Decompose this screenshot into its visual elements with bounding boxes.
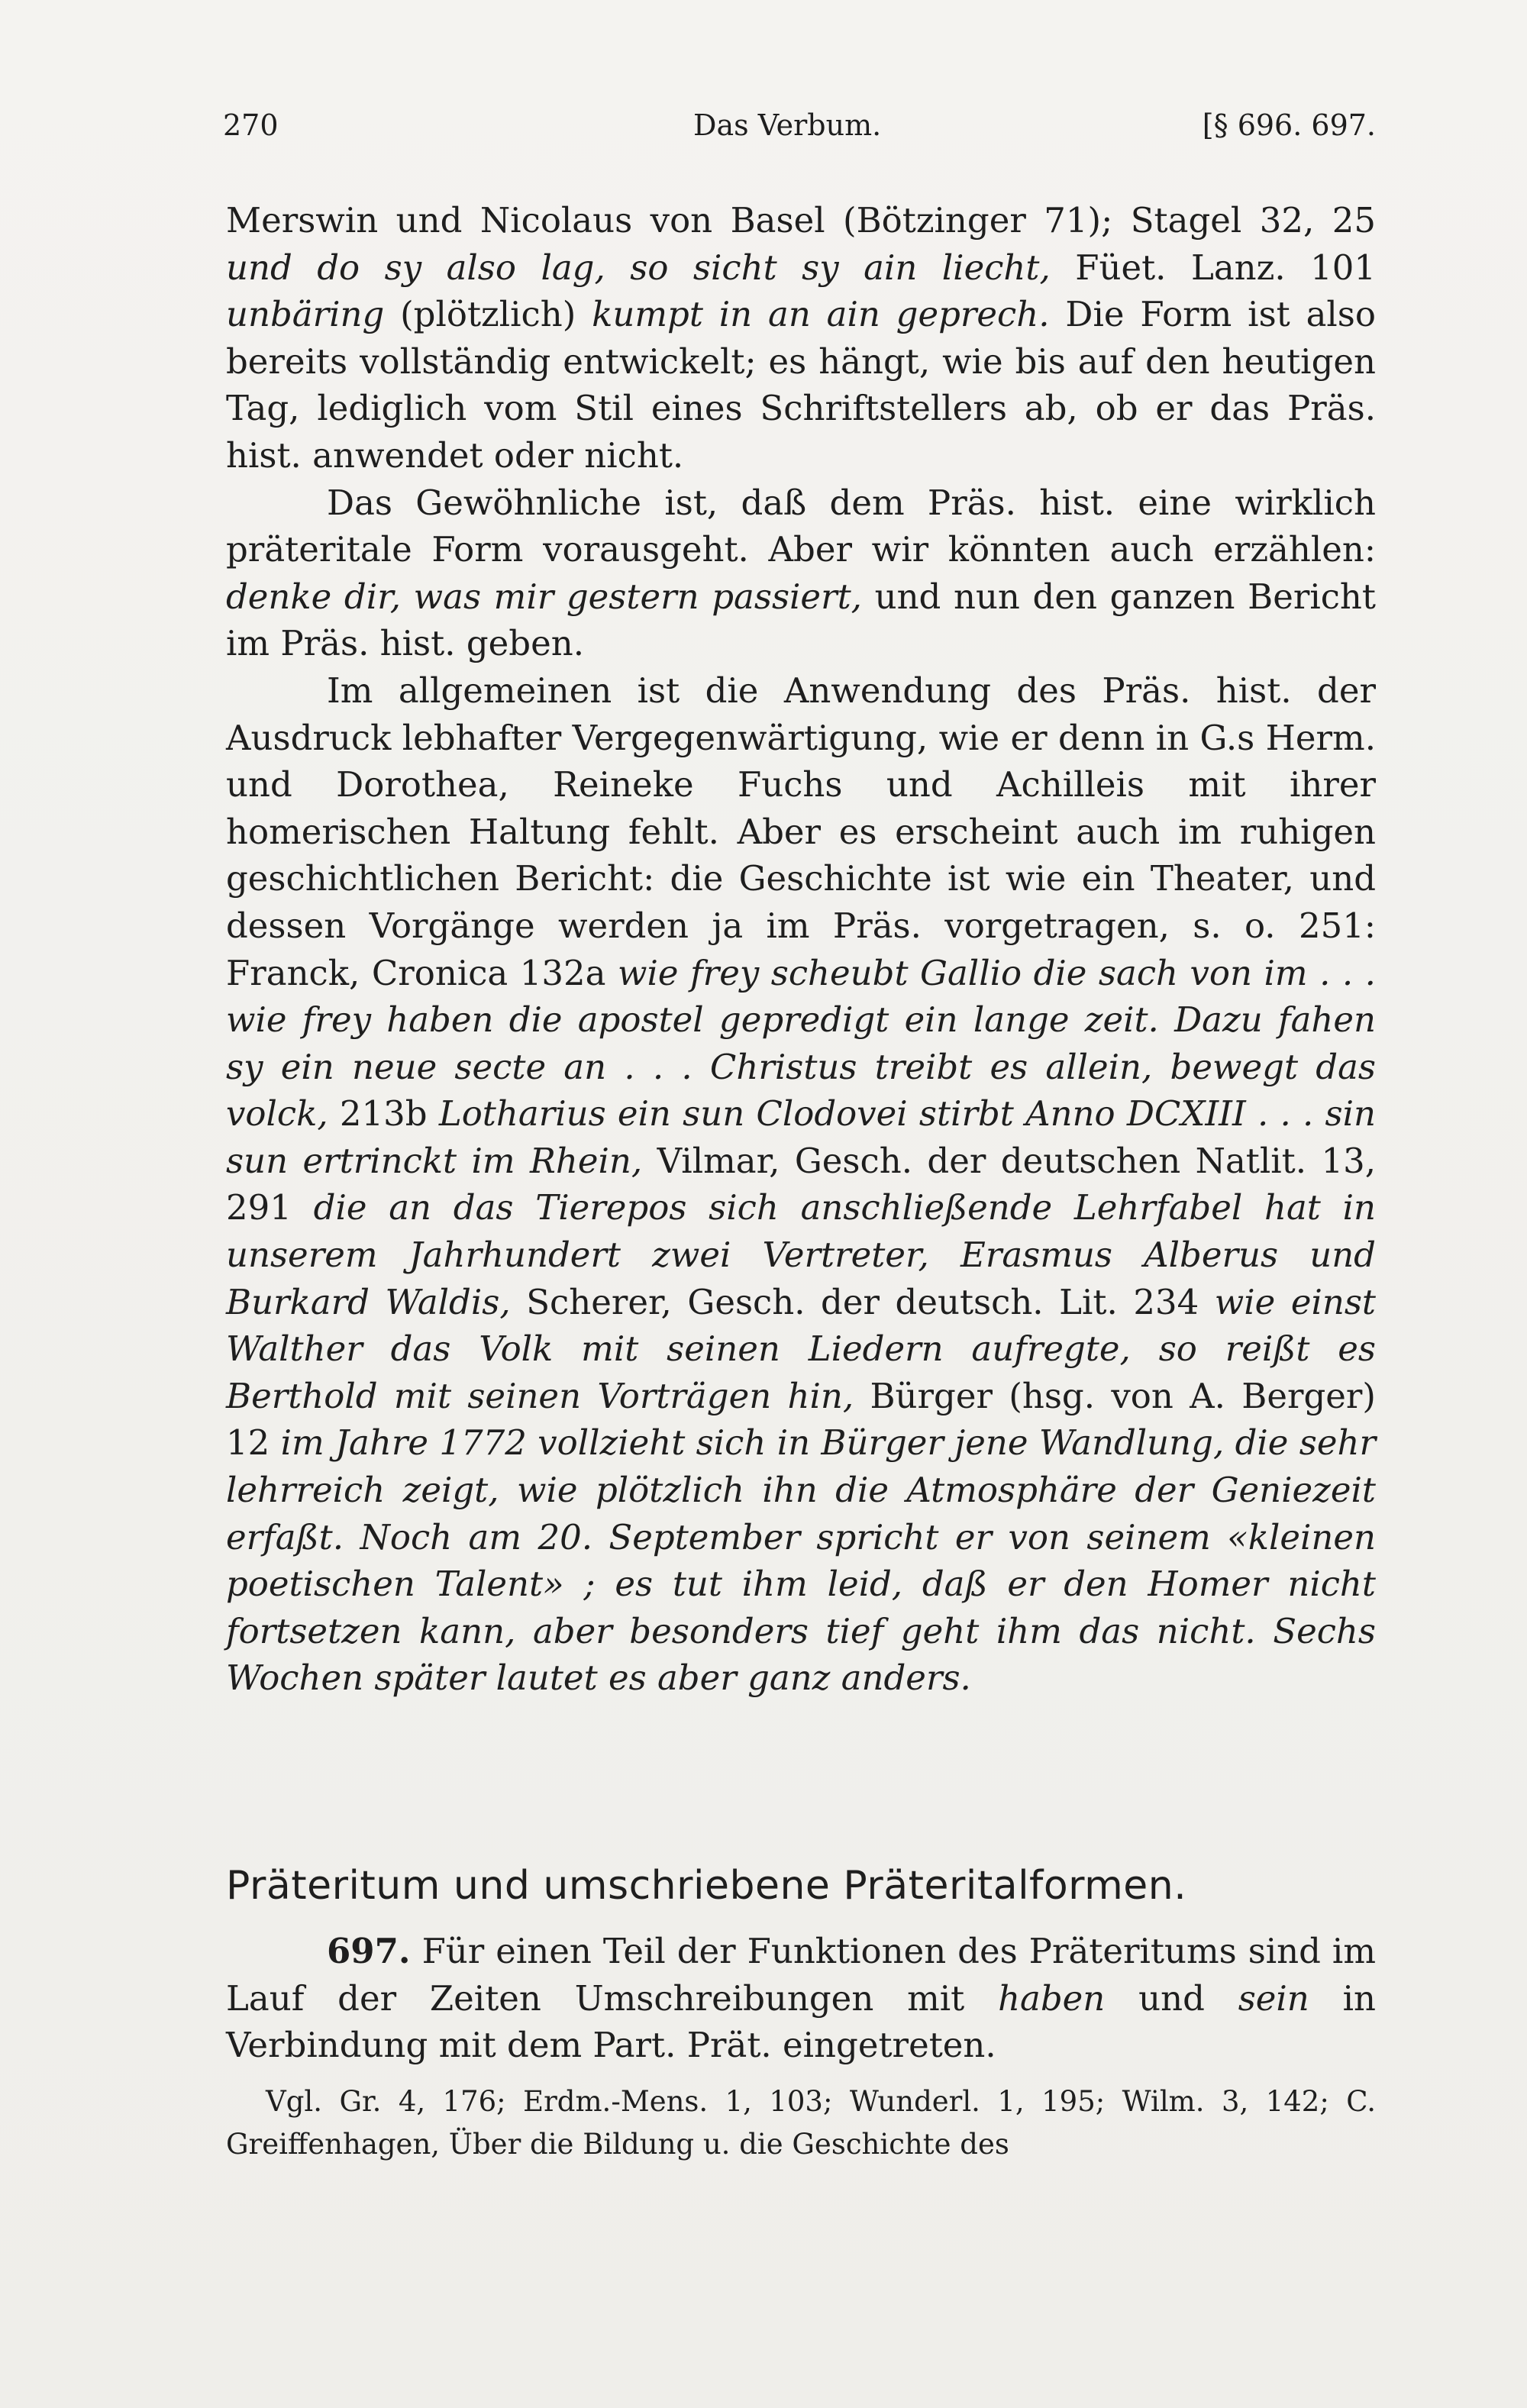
quote-run: unbäring: [226, 294, 385, 335]
running-header: [223, 108, 1376, 154]
reference-text: Vgl. Gr. 4, 176; Erdm.-Mens. 1, 103; Wunderl. 1, 195; Wilm. 3, 142; C. Greiffenhagen, Über die Bildung u. die Geschichte des: [226, 2085, 1376, 2161]
quote-run: haben: [998, 1977, 1106, 2019]
quote-run: kumpt in an ain geprech.: [592, 294, 1050, 335]
quote-run: wie einst Walther das Volk mit seinen Liedern aufregte, so reißt es Berthold mit seinen Vorträgen hin,: [226, 1281, 1376, 1416]
paragraph-2: [226, 479, 1376, 667]
quote-run: denke dir, was mir gestern passiert,: [226, 576, 862, 617]
text-run: und: [1105, 1977, 1238, 2019]
text-run: Bürger (hsg. von A. Berger) 12: [226, 1375, 1376, 1464]
quote-run: und do sy also lag, so sicht sy ain liecht,: [226, 247, 1051, 288]
text-run: 213b: [328, 1093, 439, 1135]
paragraph-3: [226, 667, 1376, 1702]
text-run: und nun den ganzen Bericht im Präs. hist. geben.: [226, 576, 1376, 664]
text-run: Scherer, Gesch. der deutsch. Lit. 234: [510, 1281, 1215, 1322]
text-run: Die Form ist also bereits vollständig entwickelt; es hängt, wie bis auf den heutigen Tag, lediglich vom Stil eines Schriftstellers ab, ob er das Präs. hist. anwendet oder nicht.: [226, 294, 1376, 476]
text-run: Merswin und Nicolaus von Basel (Bötzinger 71); Stagel 32, 25: [226, 200, 1376, 240]
text-run: (plötzlich): [384, 294, 592, 335]
page-number: 270: [223, 108, 279, 142]
body-text: [226, 197, 1376, 1702]
reference-note: [226, 2080, 1376, 2166]
text-run: in Verbindung mit dem Part. Prät. eingetreten.: [226, 1977, 1376, 2066]
paragraph-697: [226, 1928, 1376, 2069]
text-run: Füet. Lanz. 101: [1050, 247, 1377, 288]
section-number: 697.: [327, 1931, 411, 1971]
text-run: Im allgemeinen ist die Anwendung des Präs. hist. der Ausdruck lebhafter Vergegenwärtigung, wie er denn in G.s Herm. und Dorothea, Reineke Fuchs und Achilleis mit ihrer homerischen Haltung fehlt. Aber es erscheint auch im ruhigen geschichtlichen Bericht: die Geschichte ist wie ein Theater, und dessen Vorgänge werden ja im Präs. vorgetragen, s. o. 251: Franck, Cronica 132a: [226, 670, 1376, 993]
section-heading: Präteritum und umschriebene Präteritalformen.: [226, 1863, 1187, 1909]
text-run: Das Gewöhnliche ist, daß dem Präs. hist. eine wirklich präteritale Form vorausgeht. Aber wir könnten auch erzählen:: [226, 482, 1376, 570]
quote-run: im Jahre 1772 vollzieht sich in Bürger jene Wandlung, die sehr lehrreich zeigt, wie plötzlich ihn die Atmosphäre der Geniezeit erfaßt. Noch am 20. September spricht er von seinem «kleinen poetischen Talent» ; es tut ihm leid, daß er den Homer nicht fortsetzen kann, aber besonders tief geht ihm das nicht. Sechs Wochen später lautet es aber ganz anders.: [226, 1422, 1376, 1699]
section-range: [§ 696. 697.: [1202, 108, 1376, 142]
paragraph-1: [226, 197, 1376, 479]
quote-run: Lotharius ein sun Clodovei stirbt Anno DCXIII . . . sin sun ertrinckt im Rhein,: [226, 1093, 1376, 1181]
text-run: Für einen Teil der Funktionen des Präteritums sind im Lauf der Zeiten Umschreibungen mit: [226, 1931, 1376, 2019]
quote-run: wie frey scheubt Gallio die sach von im . . . wie frey haben die apostel gepredigt ein lange zeit. Dazu fahen sy ein neue secte an . . . Christus treibt es allein, bewegt das volck,: [226, 952, 1376, 1135]
running-title: Das Verbum.: [693, 108, 882, 142]
text-run: Vilmar, Gesch. der deutschen Natlit. 13, 291: [226, 1140, 1377, 1228]
quote-run: sein: [1238, 1977, 1309, 2019]
quote-run: die an das Tierepos sich anschließende Lehrfabel hat in unserem Jahrhundert zwei Vertreter, Erasmus Alberus und Burkard Waldis,: [226, 1187, 1376, 1322]
